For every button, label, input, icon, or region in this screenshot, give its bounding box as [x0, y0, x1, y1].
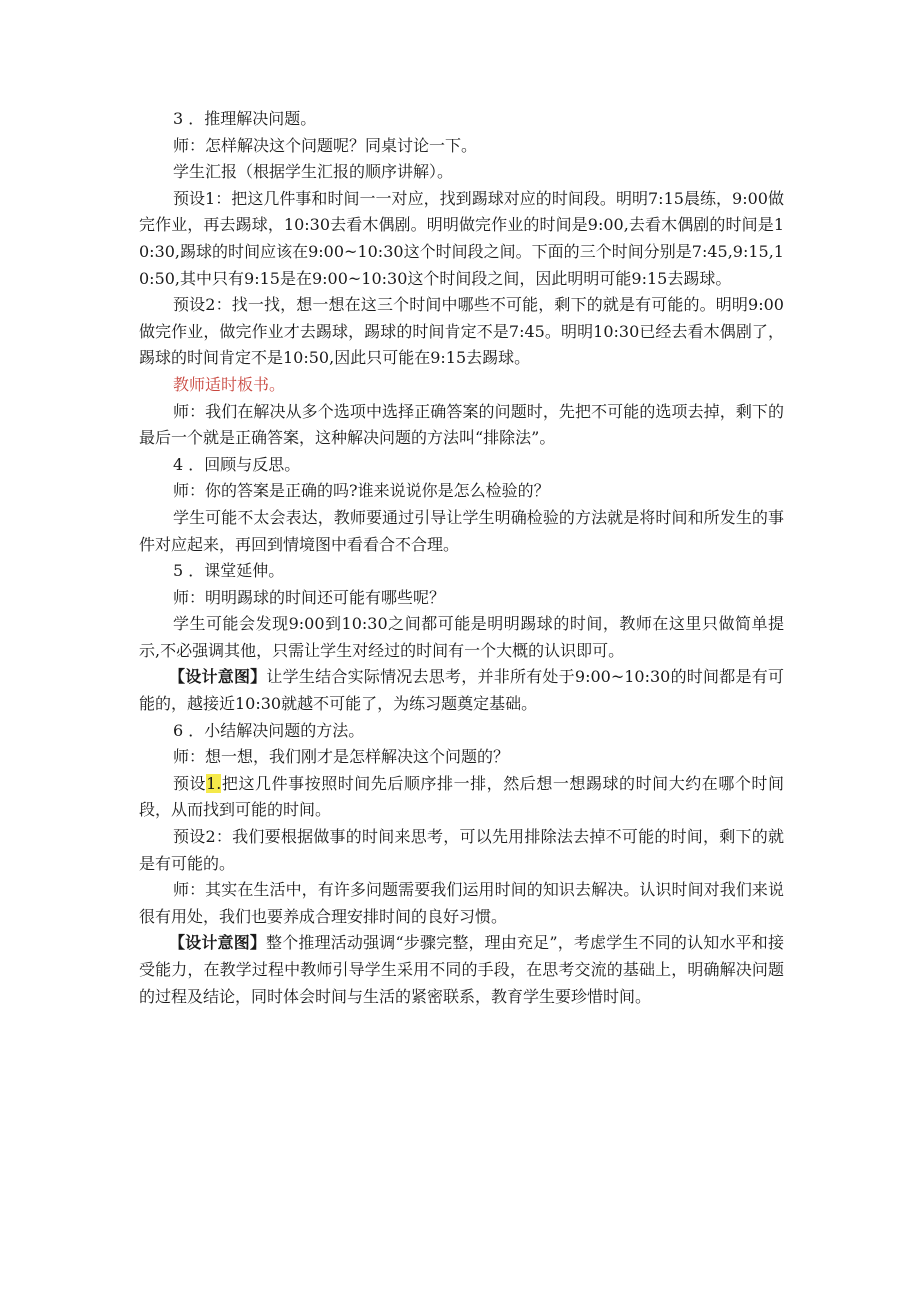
preset-1: 预设1：把这几件事和时间一一对应，找到踢球对应的时间段。明明7:15晨练，9:00做完作业，再去踢球，10:30去看木偶剧。明明做完作业的时间是9:00,去看木偶剧的时间是10:30,踢球的时间应该在9:00~10:30这个时间段之间。下面的三个时间分别是7:45,9:15,10:50,其中只有9:15是在9:00~10:30这个时间段之间，因此明明可能9:15去踢球。	[139, 188, 784, 288]
preset-text: 把这几件事按照时间先后顺序排一排，然后想一想踢球的时间大约在哪个时间段，从而找到可能的时间。	[139, 773, 784, 820]
student-report-intro: 学生汇报（根据学生汇报的顺序讲解）。	[173, 162, 454, 182]
document-body	[139, 106, 784, 1010]
preset-label: 预设	[173, 773, 207, 793]
teacher-check-question: 师：你的答案是正确的吗?谁来说说你是怎么检验的？	[173, 481, 550, 501]
design-intent-text: 让学生结合实际情况去思考，并非所有处于9:00~10:30的时间都是有可能的，越接近10:30就越不可能了，为练习题奠定基础。	[139, 667, 784, 714]
elimination-method: 师：我们在解决从多个选项中选择正确答案的问题时，先把不可能的选项去掉，剩下的最后一个就是正确答案，这种解决问题的方法叫“排除法”。	[139, 401, 784, 448]
section-3-heading: 3 ．推理解决问题。	[173, 109, 317, 128]
design-intent-label: 【设计意图】	[169, 933, 267, 953]
board-note: 教师适时板书。	[173, 374, 286, 394]
section-5-heading: 5 ．课堂延伸。	[173, 561, 285, 581]
preset-2: 预设2：找一找，想一想在这三个时间中哪些不可能，剩下的就是有可能的。明明9:00做完作业，做完作业才去踢球，踢球的时间肯定不是7:45。明明10:30已经去看木偶剧了，踢球的时间肯定不是10:50,因此只可能在9:15去踢球。	[139, 295, 784, 368]
teacher-extension-question: 师：明明踢球的时间还可能有哪些呢？	[173, 587, 446, 607]
check-guidance: 学生可能不太会表达，教师要通过引导让学生明确检验的方法就是将时间和所发生的事件对应起来，再回到情境图中看看合不合理。	[139, 507, 784, 554]
summary-preset-2: 预设2：我们要根据做事的时间来思考，可以先用排除法去掉不可能的时间，剩下的就是有可能的。	[139, 827, 784, 873]
teacher-conclusion: 师：其实在生活中，有许多问题需要我们运用时间的知识去解决。认识时间对我们来说很有用处，我们也要养成合理安排时间的良好习惯。	[139, 880, 784, 926]
section-4-heading: 4 ．回顾与反思。	[173, 454, 301, 474]
summary-preset-1	[139, 771, 784, 824]
design-intent-1	[139, 664, 784, 717]
design-intent-label: 【设计意图】	[169, 667, 267, 687]
design-intent-2	[139, 930, 784, 1010]
design-intent-text: 整个推理活动强调“步骤完整，理由充足”，考虑学生不同的认知水平和接受能力，在教学过程中教师引导学生采用不同的手段，在思考交流的基础上，明确解决问题的过程及结论，同时体会时间与生活的紧密联系，教育学生要珍惜时间。	[139, 933, 784, 1006]
section-6-heading: 6 ．小结解决问题的方法。	[173, 720, 365, 740]
teacher-question: 师：怎样解决这个问题呢？同桌讨论一下。	[173, 135, 478, 155]
extension-note: 学生可能会发现9:00到10:30之间都可能是明明踢球的时间，教师在这里只做简单提示,不必强调其他，只需让学生对经过的时间有一个大概的认识即可。	[139, 614, 784, 660]
teacher-summary-question: 师：想一想，我们刚才是怎样解决这个问题的？	[173, 747, 510, 767]
highlighted-number: 1.	[206, 773, 222, 793]
